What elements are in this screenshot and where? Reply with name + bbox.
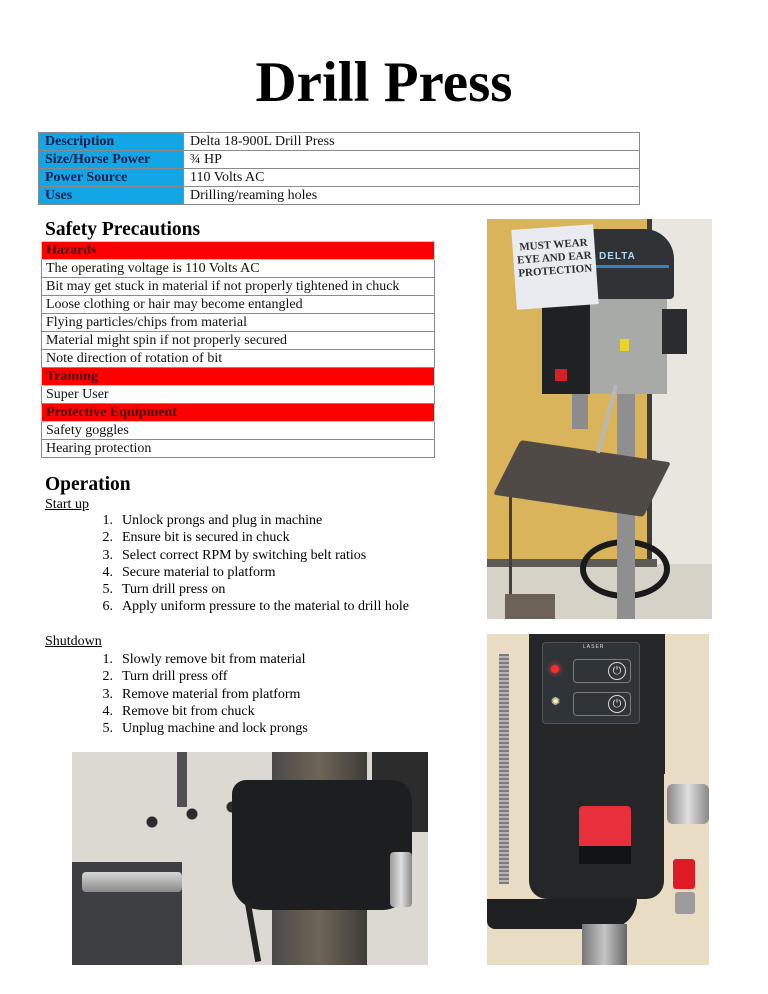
list-item: 1. Slowly remove bit from material (102, 652, 306, 667)
lever (82, 872, 182, 892)
hazard-item: Note direction of rotation of bit (42, 350, 435, 368)
list-item: 2. Ensure bit is secured in chuck (102, 530, 290, 546)
section-header: Training (42, 368, 435, 386)
power-icon: ⏻ (608, 695, 626, 713)
startup-steps (88, 512, 409, 616)
spec-row-horse-power (39, 151, 640, 169)
table-row (42, 332, 435, 350)
spec-row-uses (39, 187, 640, 205)
page-title: Drill Press (255, 51, 513, 114)
hazard-item: Bit may get stuck in material if not properly tightened in chuck (42, 278, 435, 296)
depth-collar (232, 780, 412, 910)
equipment-item: Hearing protection (42, 440, 435, 458)
section-header: Protective Equipment (42, 404, 435, 422)
collar (667, 784, 709, 824)
depth-collar-photo (72, 752, 428, 965)
base-plate (505, 594, 555, 619)
hazard-item: Material might spin if not properly secured (42, 332, 435, 350)
list-item: 4. Remove bit from chuck (102, 703, 255, 719)
spec-label: Description (39, 133, 184, 151)
list-item: 5. Unplug machine and lock prongs (102, 721, 308, 737)
laser-label: LASER (583, 644, 605, 650)
table-row (42, 260, 435, 278)
section-header: Hazards (42, 242, 435, 260)
bulb-icon: ✺ (551, 695, 561, 708)
list-item: 5. Turn drill press on (102, 582, 226, 598)
lockout-tag (673, 859, 695, 889)
shutdown-steps (88, 651, 308, 737)
hex-key (245, 902, 261, 962)
spindle (582, 924, 627, 965)
drill-table (493, 440, 671, 517)
spec-value: Drilling/reaming holes (184, 187, 640, 205)
depth-screw (499, 654, 509, 884)
equipment-item: Safety goggles (42, 422, 435, 440)
spec-label: Size/Horse Power (39, 151, 184, 169)
spec-table (38, 132, 640, 205)
list-item: 4. Secure material to platform (102, 564, 276, 580)
chuck (572, 394, 588, 429)
startup-label: Start up (45, 497, 89, 512)
drill-body (542, 299, 667, 394)
table-row (42, 422, 435, 440)
feed-handle (596, 385, 618, 454)
table-row (42, 296, 435, 314)
section-header-protective-equipment (42, 404, 435, 422)
hazard-item: The operating voltage is 110 Volts AC (42, 260, 435, 278)
section-header-hazards (42, 242, 435, 260)
spec-value: Delta 18-900L Drill Press (184, 133, 640, 151)
spec-label: Uses (39, 187, 184, 205)
hazard-item: Flying particles/chips from material (42, 314, 435, 332)
operation-heading: Operation (45, 474, 131, 495)
switch-icon (555, 369, 567, 381)
shutdown-label: Shutdown (45, 634, 102, 649)
control-panel (542, 642, 640, 724)
drill-press-photo (487, 219, 712, 619)
light-button (573, 692, 631, 716)
power-icon: ⏻ (608, 662, 626, 680)
table-row (42, 350, 435, 368)
laser-indicator-icon (551, 665, 559, 673)
safety-table (41, 241, 435, 458)
list-item: 3. Select correct RPM by switching belt ratios (102, 547, 367, 563)
laser-button (573, 659, 631, 683)
section-header-training (42, 368, 435, 386)
training-item: Super User (42, 386, 435, 404)
list-item: 2. Turn drill press off (102, 669, 228, 685)
table-row (42, 314, 435, 332)
safety-heading: Safety Precautions (45, 219, 201, 240)
label-sticker (620, 339, 629, 351)
warning-sign: MUST WEAR EYE AND EAR PROTECTION (511, 224, 598, 310)
spec-value: 110 Volts AC (184, 169, 640, 187)
spec-value: ¾ HP (184, 151, 640, 169)
brand-logo: DELTA (599, 251, 636, 262)
list-item: 6. Apply uniform pressure to the material to drill hole (102, 599, 409, 615)
spec-label: Power Source (39, 169, 184, 187)
spec-row-description (39, 133, 640, 151)
table-row (42, 278, 435, 296)
hazard-item: Loose clothing or hair may become entangled (42, 296, 435, 314)
control-panel-photo (487, 634, 709, 965)
table-row (42, 386, 435, 404)
list-item: 1. Unlock prongs and plug in machine (102, 513, 323, 528)
motor (662, 309, 687, 354)
spec-row-power-source (39, 169, 640, 187)
padlock-icon (675, 892, 695, 914)
table-row (42, 440, 435, 458)
power-switch (579, 806, 631, 864)
list-item: 3. Remove material from platform (102, 686, 301, 702)
locking-knob (390, 852, 412, 907)
